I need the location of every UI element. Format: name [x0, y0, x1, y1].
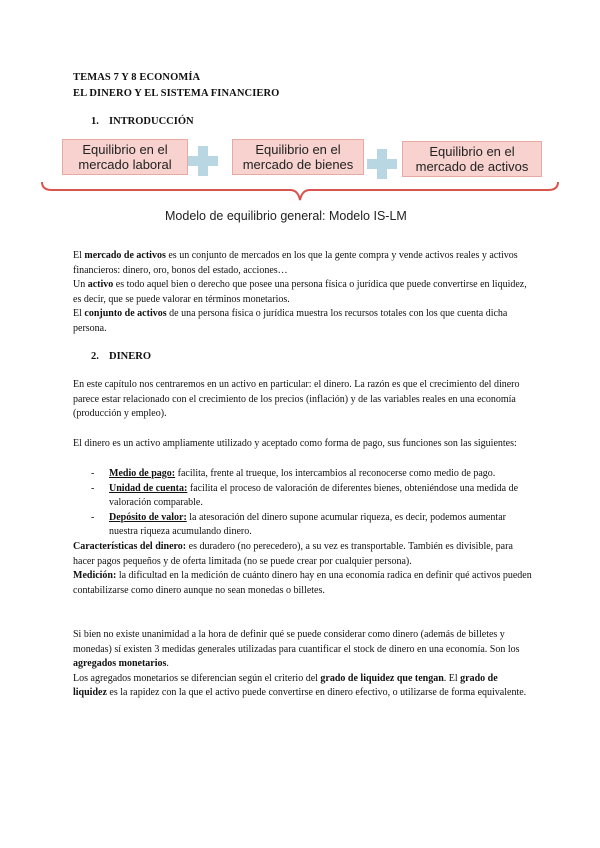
document-title-line1: TEMAS 7 Y 8 ECONOMÍA — [73, 72, 201, 83]
dinero-paragraph-2 — [73, 437, 533, 452]
term-deposito-de-valor: Depósito de valor: — [109, 511, 187, 523]
dinero-intro-text: En este capítulo nos centraremos en un activo en particular: el dinero. La razón es que el crecimiento del dinero parece estar relacionado con el crecimiento de los precios (inflación) y de las variables reales en una economía (producción y empleo). — [73, 379, 520, 420]
term-conjunto-de-activos: conjunto de activos — [84, 308, 167, 320]
dinero-functions-intro: El dinero es un activo ampliamente utilizado y aceptado como forma de pago, sus funciones son las siguientes: — [73, 438, 517, 449]
box-mercado-activos-line2: mercado de activos — [415, 159, 529, 174]
list-item: - Unidad de cuenta: facilita el proceso de valoración de diferentes bienes, obteniéndose una medida de valoración comparable. — [91, 482, 519, 509]
term-mercado-de-activos: mercado de activos — [84, 250, 166, 261]
medicion-paragraph: Medición: la dificultad en la medición de cuánto dinero hay en una economía radica en definir qué activos pueden contabilizarse como dinero aunque no sean monedas o billetes. — [73, 570, 532, 596]
box-mercado-laboral-line2: mercado laboral — [78, 157, 172, 172]
dinero-functions-list — [73, 467, 533, 598]
document-title-line2: EL DINERO Y EL SISTEMA FINANCIERO — [73, 88, 280, 99]
term-grado-de-liquidez: grado de liquidez — [73, 672, 498, 699]
curly-brace-icon — [40, 178, 560, 208]
list-item: - Medio de pago: facilita, frente al trueque, los intercambios al reconocerse como medio de pago. — [91, 468, 496, 479]
term-medio-de-pago: Medio de pago: — [109, 468, 176, 479]
box-mercado-bienes-line2: mercado de bienes — [242, 157, 354, 172]
section-heading-introduccion — [91, 116, 194, 127]
section-title: DINERO — [109, 351, 152, 362]
list-item: - Depósito de valor: la atesoración del dinero supone acumular riqueza, es decir, podemos aumentar nuestra riqueza acumulando dinero. — [91, 511, 506, 538]
dinero-paragraph-1 — [73, 378, 533, 422]
box-mercado-laboral — [62, 139, 188, 175]
equilibrium-diagram — [40, 134, 560, 238]
section-number: 2. — [91, 351, 99, 362]
term-grado-de-liquidez-que-tengan: grado de liquidez que tengan — [320, 672, 444, 684]
box-mercado-activos — [402, 141, 542, 177]
box-mercado-bienes-line1: Equilibrio en el — [255, 142, 341, 157]
plus-icon — [188, 146, 218, 176]
term-activo: activo — [87, 279, 114, 291]
box-mercado-bienes — [232, 139, 364, 175]
caracteristicas-paragraph: Características del dinero: es duradero (no perecedero), a su vez es transportable. También es divisible, para hacer pagos pequeños y de oferta limitada (no se puede crear por cualquier persona). — [73, 540, 513, 567]
intro-paragraph-1: El mercado de activos es un conjunto de mercados en los que la gente compra y vende activos reales y activos financieros: dinero, oro, bonos del estado, acciones… — [73, 250, 518, 276]
term-agregados-monetarios: agregados monetarios — [73, 658, 167, 670]
model-label: Modelo de equilibrio general: Modelo IS-LM — [165, 209, 407, 223]
box-mercado-activos-line1: Equilibrio en el — [429, 144, 515, 159]
box-mercado-laboral-line1: Equilibrio en el — [82, 142, 168, 157]
agregados-paragraphs — [73, 628, 533, 701]
section-title: INTRODUCCIÓN — [109, 116, 194, 127]
intro-paragraph-2: Un activo es todo aquel bien o derecho que posee una persona física o jurídica que puede convertirse en liquidez, es decir, que se puede valorar en términos monetarios. — [73, 279, 527, 305]
intro-paragraph-3: El conjunto de activos de una persona física o jurídica muestra los recursos totales con los que cuenta dicha persona. — [73, 308, 508, 334]
term-caracteristicas: Características del dinero: — [73, 540, 187, 552]
intro-paragraphs — [73, 249, 533, 337]
section-number: 1. — [91, 116, 99, 127]
agregados-paragraph-1: Si bien no existe unanimidad a la hora de definir qué se puede considerar como dinero (además de billetes y monedas) sí existen 3 medidas generales utilizadas para cuantificar el stock de dinero en una economía. Son los agregados monetarios. — [73, 629, 520, 670]
plus-icon — [367, 149, 397, 179]
term-unidad-de-cuenta: Unidad de cuenta: — [109, 482, 188, 494]
agregados-paragraph-2: Los agregados monetarios se diferencian según el criterio del grado de liquidez que tengan. El grado de liquidez es la rapidez con la que el activo puede convertirse en dinero efectivo, o utilizarse de forma equivalente. — [73, 672, 527, 699]
term-medicion: Medición: — [73, 570, 117, 582]
section-heading-dinero — [91, 351, 151, 362]
